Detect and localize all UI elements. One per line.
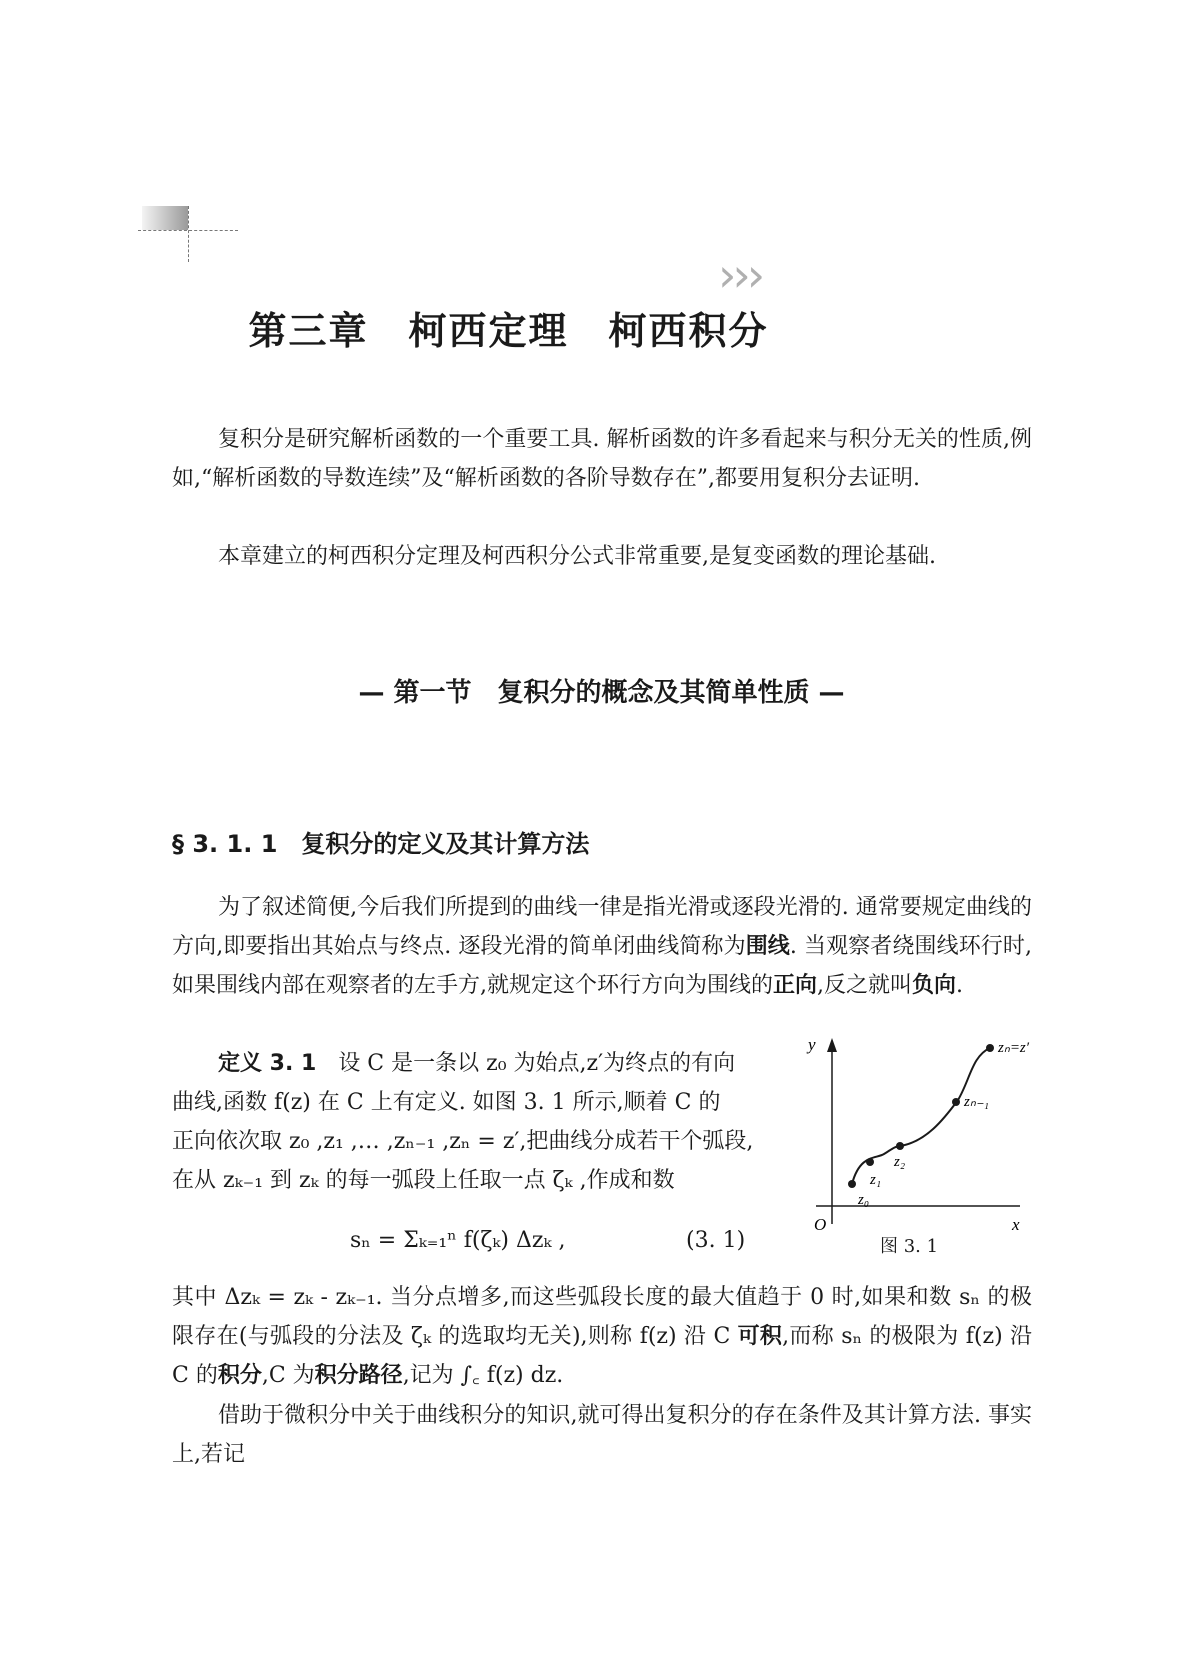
chevron-arrows-icon: ›››	[718, 248, 762, 302]
body-paragraph-2	[172, 1278, 1032, 1395]
definition-line: 在从 zₖ₋₁ 到 zₖ 的每一弧段上任取一点 ζₖ ,作成和数	[172, 1168, 675, 1193]
term-fuxiang: 负向	[912, 973, 957, 998]
point-z0	[848, 1180, 856, 1188]
body-text: ,反之就叫	[817, 973, 913, 998]
term-keji: 可积	[737, 1324, 783, 1349]
body-text: . 当观察者绕围线环行时,如果围线内部在观察者的左手方,就规定这个环行方向为围线的	[172, 934, 1032, 998]
subsection-title: § 3. 1. 1 复积分的定义及其计算方法	[172, 830, 590, 858]
definition-line: 曲线,函数 f(z) 在 C 上有定义. 如图 3. 1 所示,顺着 C 的	[172, 1090, 721, 1115]
definition-line: 正向依次取 z₀ ,z₁ ,… ,zₙ₋₁ ,zₙ = z′,把曲线分成若干个弧段,	[172, 1129, 754, 1154]
body-text: 为了叙述简便,今后我们所提到的曲线一律是指光滑或逐段光滑的. 通常要规定曲线的方向,即要指出其始点与终点. 逐段光滑的简单闭曲线简称为	[172, 895, 1032, 959]
label-z2: z₂	[894, 1154, 906, 1170]
figure-3-1	[780, 1034, 1040, 1240]
term-zhengxiang: 正向	[773, 973, 818, 998]
figure-caption: 图 3. 1	[880, 1236, 939, 1257]
y-axis-arrow-icon	[827, 1038, 837, 1052]
intro-paragraph-2: 本章建立的柯西积分定理及柯西积分公式非常重要,是复变函数的理论基础.	[218, 544, 936, 569]
body-text: ,记为 ∫꜀ f(z) dz.	[402, 1363, 564, 1388]
section-title: — 第一节 复积分的概念及其简单性质 —	[358, 678, 845, 708]
origin-label: O	[814, 1215, 827, 1234]
chapter-title-text: 第三章 柯西定理 柯西积分	[248, 309, 769, 353]
corner-decoration	[142, 206, 188, 230]
body-text: ,C 为	[261, 1363, 315, 1388]
term-jifen: 积分	[217, 1363, 262, 1388]
formula-3-1: sₙ = Σₖ₌₁ⁿ f(ζₖ) Δzₖ ,	[350, 1228, 566, 1253]
chapter-title	[218, 256, 768, 355]
definition-label: 定义 3. 1	[218, 1051, 317, 1076]
definition-3-1	[172, 1044, 764, 1200]
point-z2	[896, 1142, 904, 1150]
label-zn: zₙ=z′	[998, 1040, 1030, 1056]
axis-label-y: y	[808, 1035, 816, 1054]
definition-line: 设 C 是一条以 z₀ 为始点,z′为终点的有向	[338, 1051, 736, 1076]
label-zn-1: zₙ₋₁	[964, 1094, 989, 1110]
term-lujing: 积分路径	[314, 1363, 403, 1388]
body-paragraph-1	[172, 888, 1032, 1005]
body-text: ,而称 sₙ 的极限为 f(z) 沿 C 的	[172, 1324, 1032, 1388]
term-weixian: 围线	[745, 934, 790, 959]
intro-paragraph-1: 复积分是研究解析函数的一个重要工具. 解析函数的许多看起来与积分无关的性质,例如,“解析函数的导数连续”及“解析函数的各阶导数存在”,都要用复积分去证明.	[172, 427, 1032, 491]
formula-number: (3. 1)	[686, 1228, 746, 1253]
body-text: 其中 Δzₖ = zₖ - zₖ₋₁. 当分点增多,而这些弧段长度的最大值趋于 0 时,如果和数 sₙ 的极限存在(与弧段的分法及 ζₖ 的选取均无关),则称 f(z) 沿 C	[172, 1285, 1032, 1349]
label-z0: z₀	[858, 1192, 870, 1208]
label-z1: z₁	[870, 1172, 882, 1188]
point-zn-1	[952, 1098, 960, 1106]
dashed-line-vertical	[188, 206, 189, 262]
body-text: .	[956, 973, 964, 998]
axis-label-x: x	[1012, 1215, 1020, 1234]
point-z1	[866, 1158, 874, 1166]
body-paragraph-3: 借助于微积分中关于曲线积分的知识,就可得出复积分的存在条件及其计算方法. 事实上,若记	[172, 1403, 1032, 1467]
point-zn	[986, 1044, 994, 1052]
